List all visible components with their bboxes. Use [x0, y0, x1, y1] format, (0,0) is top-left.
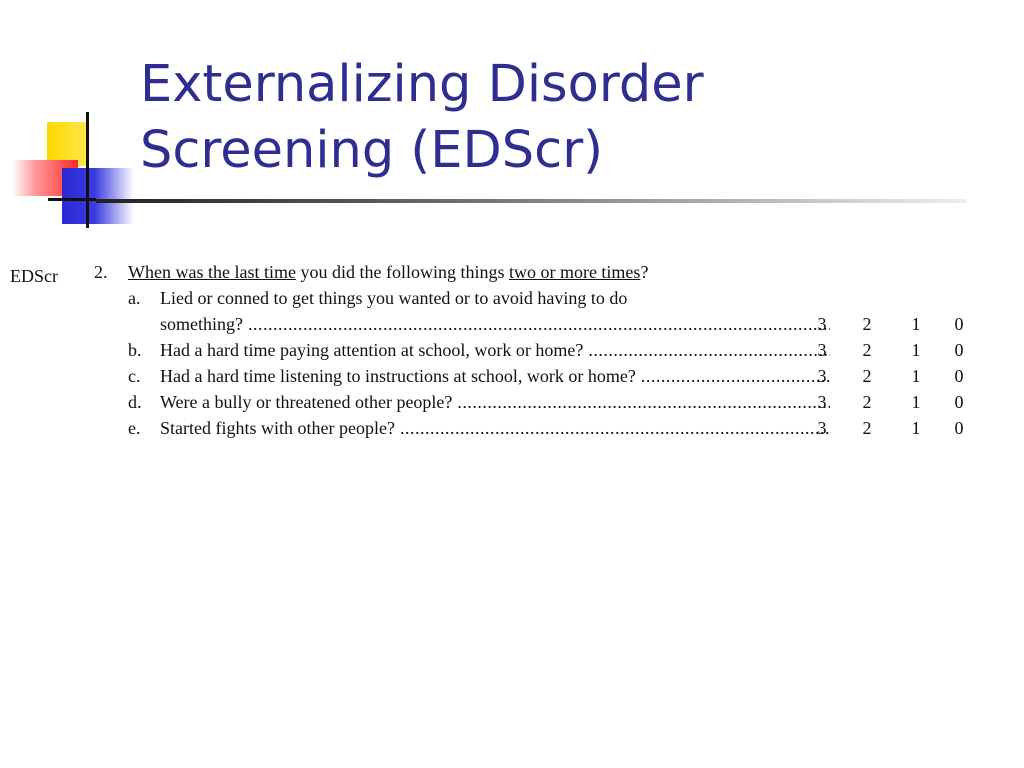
title-underline-rule	[96, 199, 966, 203]
score-2: 2	[862, 418, 872, 438]
question-underlined-phrase-1: When was the last time	[128, 262, 296, 282]
list-item-d	[0, 392, 1024, 418]
slide-title-line-1: Externalizing Disorder	[140, 55, 704, 114]
slide-title-line-2: Screening (EDScr)	[140, 121, 604, 180]
question-text	[128, 262, 648, 283]
score-2: 2	[862, 392, 872, 412]
score-3: 3	[817, 366, 827, 386]
item-letter: a.	[128, 288, 141, 308]
score-2: 2	[862, 314, 872, 334]
score-0: 0	[954, 418, 964, 438]
list-item-e	[0, 418, 1024, 444]
score-0: 0	[954, 340, 964, 360]
item-letter: e.	[128, 418, 141, 438]
score-0: 0	[954, 366, 964, 386]
edscr-label: EDScr	[10, 266, 58, 286]
score-2: 2	[862, 340, 872, 360]
slide-title	[140, 52, 704, 184]
list-item-b	[0, 340, 1024, 366]
question-number: 2.	[94, 262, 108, 282]
score-2: 2	[862, 366, 872, 386]
item-text: Started fights with other people? .....	[160, 418, 830, 439]
list-item-a	[0, 288, 1024, 314]
decorative-horizontal-line	[48, 198, 96, 201]
item-text: Had a hard time listening to instructions at school, work or home? .....	[160, 366, 830, 387]
score-1: 1	[911, 418, 921, 438]
item-text: something? .....	[160, 314, 830, 335]
item-text: Had a hard time paying attention at school, work or home? .....	[160, 340, 830, 361]
item-letter: d.	[128, 392, 142, 412]
question-underlined-phrase-2: two or more times	[508, 262, 641, 282]
score-0: 0	[954, 314, 964, 334]
list-item-a-continued	[0, 314, 1024, 340]
score-3: 3	[817, 314, 827, 334]
decorative-vertical-line	[86, 112, 89, 228]
score-1: 1	[911, 366, 921, 386]
score-0: 0	[954, 392, 964, 412]
list-item-c	[0, 366, 1024, 392]
item-text: Were a bully or threatened other people? .....	[160, 392, 830, 413]
score-1: 1	[911, 340, 921, 360]
question-end-text: ?	[640, 262, 649, 282]
item-letter: c.	[128, 366, 141, 386]
item-text-line-1: Lied or conned to get things you wanted or to avoid having to do	[160, 288, 628, 308]
score-3: 3	[817, 340, 827, 360]
score-3: 3	[817, 418, 827, 438]
score-1: 1	[911, 392, 921, 412]
score-1: 1	[911, 314, 921, 334]
item-letter: b.	[128, 340, 142, 360]
decorative-blue-block	[62, 168, 134, 224]
question-middle-text: you did the following things	[295, 262, 509, 282]
score-3: 3	[817, 392, 827, 412]
